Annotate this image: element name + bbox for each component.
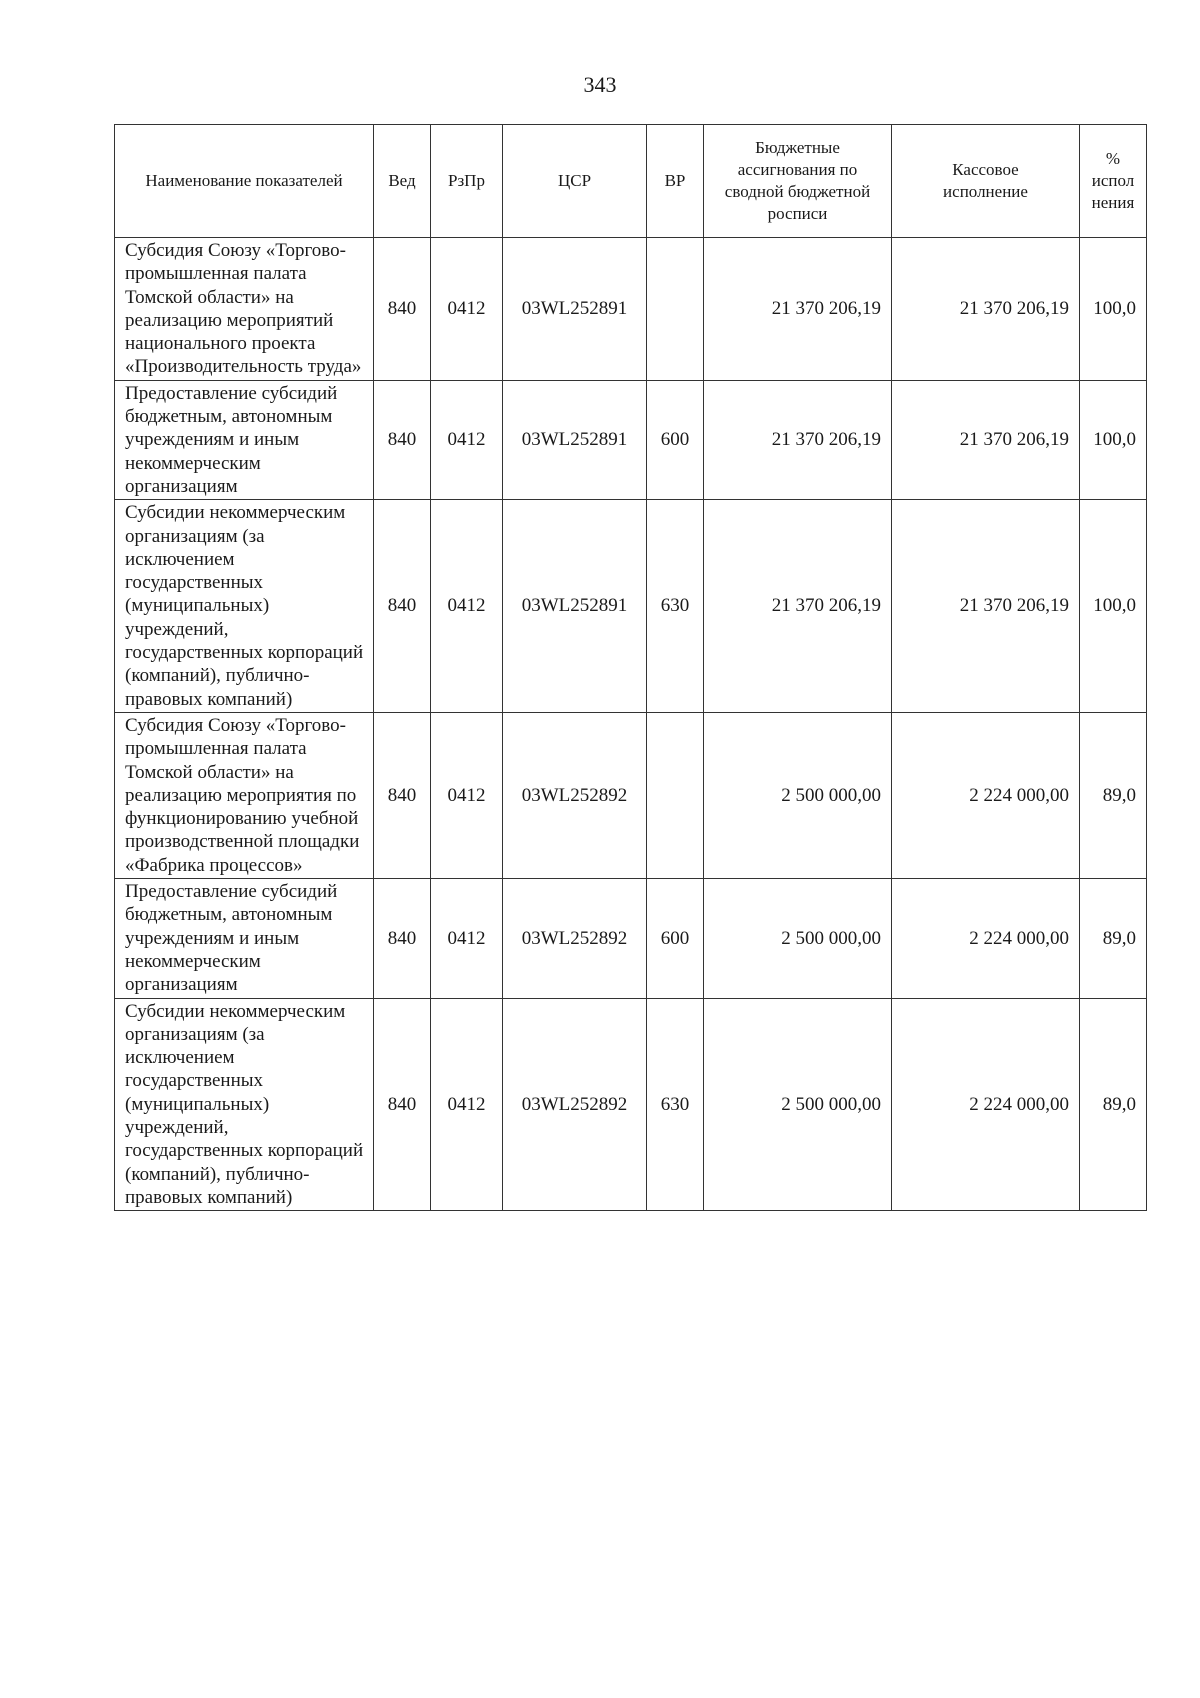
cell-percent: 89,0 — [1080, 712, 1147, 878]
cell-percent: 100,0 — [1080, 380, 1147, 499]
table-header-row — [115, 125, 1147, 238]
cell-cash-execution: 2 224 000,00 — [892, 879, 1080, 998]
cell-rzpr: 0412 — [431, 238, 503, 381]
cell-csr: 03WL252891 — [503, 238, 647, 381]
cell-vr — [647, 238, 704, 381]
cell-ved: 840 — [374, 500, 431, 713]
cell-rzpr: 0412 — [431, 500, 503, 713]
table-row — [115, 380, 1147, 499]
cell-cash-execution: 2 224 000,00 — [892, 712, 1080, 878]
cell-percent: 100,0 — [1080, 500, 1147, 713]
cell-csr: 03WL252892 — [503, 879, 647, 998]
cell-cash-execution: 21 370 206,19 — [892, 380, 1080, 499]
cell-ved: 840 — [374, 238, 431, 381]
cell-percent: 89,0 — [1080, 879, 1147, 998]
header-cash-execution: Кассовое исполнение — [892, 125, 1080, 238]
cell-assignments: 2 500 000,00 — [704, 998, 892, 1211]
cell-rzpr: 0412 — [431, 998, 503, 1211]
cell-rzpr: 0412 — [431, 879, 503, 998]
cell-csr: 03WL252891 — [503, 380, 647, 499]
header-rzpr: РзПр — [431, 125, 503, 238]
table-row — [115, 500, 1147, 713]
cell-name: Субсидии некоммерческим организациям (за исключением государственных (муниципальных) учреждений, государственных корпораций (компаний), публично-правовых компаний) — [115, 500, 374, 713]
cell-cash-execution: 21 370 206,19 — [892, 500, 1080, 713]
header-vr: ВР — [647, 125, 704, 238]
cell-percent: 89,0 — [1080, 998, 1147, 1211]
cell-cash-execution: 21 370 206,19 — [892, 238, 1080, 381]
header-csr: ЦСР — [503, 125, 647, 238]
cell-name: Субсидия Союзу «Торгово-промышленная палата Томской области» на реализацию мероприятия по функционированию учебной производственной площадки «Фабрика процессов» — [115, 712, 374, 878]
cell-name: Предоставление субсидий бюджетным, автономным учреждениям и иным некоммерческим организациям — [115, 380, 374, 499]
cell-name: Предоставление субсидий бюджетным, автономным учреждениям и иным некоммерческим организациям — [115, 879, 374, 998]
cell-ved: 840 — [374, 380, 431, 499]
header-assignments: Бюджетные ассигнования по сводной бюджетной росписи — [704, 125, 892, 238]
cell-percent: 100,0 — [1080, 238, 1147, 381]
budget-table — [114, 124, 1147, 1211]
cell-vr: 630 — [647, 998, 704, 1211]
cell-vr — [647, 712, 704, 878]
cell-assignments: 2 500 000,00 — [704, 879, 892, 998]
table-row — [115, 998, 1147, 1211]
page-number: 343 — [583, 72, 617, 97]
cell-ved: 840 — [374, 879, 431, 998]
cell-cash-execution: 2 224 000,00 — [892, 998, 1080, 1211]
cell-assignments: 21 370 206,19 — [704, 238, 892, 381]
cell-assignments: 21 370 206,19 — [704, 380, 892, 499]
cell-name: Субсидии некоммерческим организациям (за исключением государственных (муниципальных) учреждений, государственных корпораций (компаний), публично-правовых компаний) — [115, 998, 374, 1211]
cell-assignments: 21 370 206,19 — [704, 500, 892, 713]
cell-vr: 630 — [647, 500, 704, 713]
table-row — [115, 238, 1147, 381]
cell-rzpr: 0412 — [431, 380, 503, 499]
cell-ved: 840 — [374, 712, 431, 878]
cell-vr: 600 — [647, 879, 704, 998]
cell-rzpr: 0412 — [431, 712, 503, 878]
cell-csr: 03WL252891 — [503, 500, 647, 713]
cell-csr: 03WL252892 — [503, 998, 647, 1211]
header-name: Наименование показателей — [115, 125, 374, 238]
cell-name: Субсидия Союзу «Торгово-промышленная палата Томской области» на реализацию мероприятий национального проекта «Производительность труда» — [115, 238, 374, 381]
cell-csr: 03WL252892 — [503, 712, 647, 878]
header-ved: Вед — [374, 125, 431, 238]
cell-vr: 600 — [647, 380, 704, 499]
header-percent: % испол нения — [1080, 125, 1147, 238]
table-row — [115, 712, 1147, 878]
cell-assignments: 2 500 000,00 — [704, 712, 892, 878]
table-row — [115, 879, 1147, 998]
cell-ved: 840 — [374, 998, 431, 1211]
